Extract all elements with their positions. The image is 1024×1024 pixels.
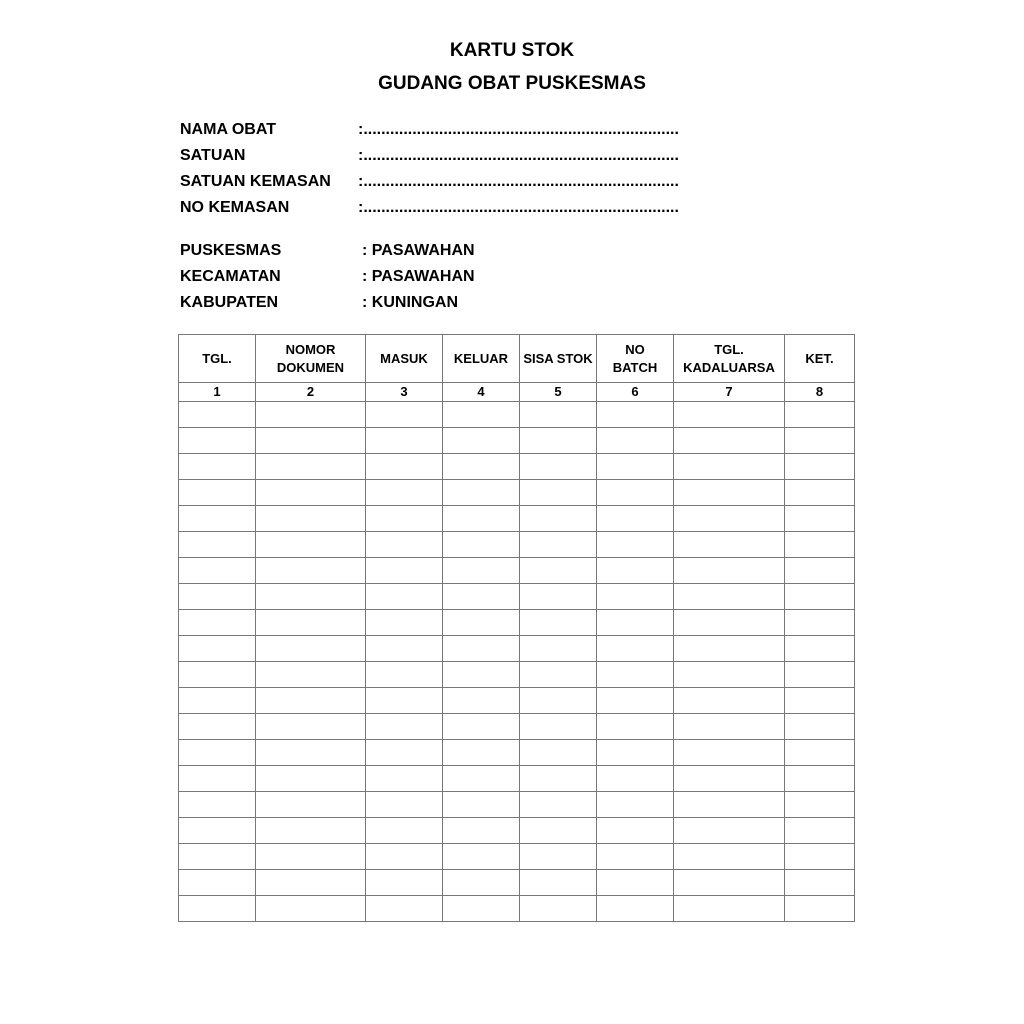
table-cell	[443, 402, 520, 428]
table-cell	[520, 480, 597, 506]
table-cell	[674, 688, 785, 714]
table-cell	[443, 896, 520, 922]
table-cell	[597, 402, 674, 428]
table-cell	[520, 688, 597, 714]
table-cell	[443, 662, 520, 688]
table-cell	[597, 662, 674, 688]
table-cell	[597, 636, 674, 662]
table-cell	[674, 610, 785, 636]
table-cell	[785, 480, 855, 506]
table-cell	[366, 584, 443, 610]
table-cell	[256, 506, 366, 532]
info-field-label: SATUAN	[180, 147, 246, 164]
table-cell	[674, 506, 785, 532]
table-cell	[256, 636, 366, 662]
table-row	[179, 896, 855, 922]
column-number-row	[179, 383, 855, 402]
table-cell	[520, 428, 597, 454]
table-cell	[597, 792, 674, 818]
table-cell	[366, 506, 443, 532]
table-cell	[674, 818, 785, 844]
location-field-label: PUSKESMAS	[180, 242, 282, 259]
table-cell	[597, 818, 674, 844]
table-cell	[520, 714, 597, 740]
table-cell	[674, 454, 785, 480]
column-number: 4	[443, 383, 520, 402]
table-cell	[785, 506, 855, 532]
table-cell	[443, 870, 520, 896]
table-cell	[256, 896, 366, 922]
table-cell	[256, 662, 366, 688]
table-cell	[256, 480, 366, 506]
table-row	[179, 792, 855, 818]
table-cell	[785, 584, 855, 610]
table-cell	[520, 402, 597, 428]
table-cell	[366, 688, 443, 714]
table-cell	[597, 766, 674, 792]
table-cell	[674, 584, 785, 610]
table-cell	[597, 896, 674, 922]
location-field-value: : PASAWAHAN	[362, 242, 475, 259]
location-field-value: : KUNINGAN	[362, 294, 458, 311]
table-cell	[366, 636, 443, 662]
table-cell	[520, 454, 597, 480]
table-cell	[179, 558, 256, 584]
table-cell	[443, 428, 520, 454]
table-cell	[179, 428, 256, 454]
table-cell	[785, 896, 855, 922]
table-cell	[520, 506, 597, 532]
table-cell	[597, 454, 674, 480]
table-cell	[785, 870, 855, 896]
table-cell	[597, 844, 674, 870]
table-cell	[674, 792, 785, 818]
table-row	[179, 506, 855, 532]
table-cell	[443, 558, 520, 584]
table-cell	[256, 818, 366, 844]
table-cell	[366, 402, 443, 428]
column-header: TGL. KADALUARSA	[674, 335, 785, 383]
table-header-row	[179, 335, 855, 383]
location-field-label: KECAMATAN	[180, 268, 281, 285]
table-row	[179, 558, 855, 584]
table-cell	[179, 688, 256, 714]
table-cell	[366, 766, 443, 792]
info-field-label: NAMA OBAT	[180, 121, 276, 138]
table-cell	[597, 558, 674, 584]
table-cell	[443, 636, 520, 662]
table-cell	[366, 454, 443, 480]
table-cell	[443, 688, 520, 714]
table-cell	[785, 610, 855, 636]
table-cell	[366, 662, 443, 688]
table-cell	[366, 480, 443, 506]
table-cell	[674, 428, 785, 454]
table-cell	[179, 584, 256, 610]
table-cell	[179, 844, 256, 870]
table-cell	[443, 454, 520, 480]
table-cell	[256, 766, 366, 792]
info-field-label: SATUAN KEMASAN	[180, 173, 331, 190]
table-row	[179, 870, 855, 896]
table-cell	[785, 662, 855, 688]
table-cell	[597, 740, 674, 766]
table-cell	[597, 584, 674, 610]
table-cell	[674, 766, 785, 792]
column-header: SISA STOK	[520, 335, 597, 383]
table-cell	[785, 688, 855, 714]
table-cell	[785, 714, 855, 740]
table-cell	[520, 740, 597, 766]
table-cell	[366, 558, 443, 584]
column-number: 5	[520, 383, 597, 402]
column-number: 2	[256, 383, 366, 402]
table-cell	[674, 480, 785, 506]
table-cell	[443, 532, 520, 558]
column-header: KELUAR	[443, 335, 520, 383]
table-cell	[785, 818, 855, 844]
table-cell	[179, 792, 256, 818]
table-row	[179, 584, 855, 610]
table-cell	[256, 402, 366, 428]
table-cell	[179, 662, 256, 688]
table-cell	[597, 532, 674, 558]
table-cell	[597, 610, 674, 636]
table-cell	[785, 792, 855, 818]
table-row	[179, 532, 855, 558]
table-cell	[366, 532, 443, 558]
location-field-value: : PASAWAHAN	[362, 268, 475, 285]
table-row	[179, 688, 855, 714]
info-field-value: :.......................................................................	[358, 173, 679, 190]
table-cell	[366, 844, 443, 870]
table-row	[179, 662, 855, 688]
table-row	[179, 402, 855, 428]
table-cell	[785, 636, 855, 662]
table-cell	[597, 870, 674, 896]
table-row	[179, 454, 855, 480]
table-cell	[785, 740, 855, 766]
table-cell	[443, 714, 520, 740]
table-cell	[256, 792, 366, 818]
table-cell	[366, 740, 443, 766]
table-cell	[520, 844, 597, 870]
location-field-label: KABUPATEN	[180, 294, 279, 311]
table-cell	[256, 610, 366, 636]
table-row	[179, 818, 855, 844]
table-cell	[179, 818, 256, 844]
table-cell	[179, 480, 256, 506]
table-row	[179, 610, 855, 636]
table-row	[179, 844, 855, 870]
table-cell	[256, 870, 366, 896]
table-cell	[179, 454, 256, 480]
table-cell	[520, 818, 597, 844]
table-cell	[256, 584, 366, 610]
table-cell	[256, 714, 366, 740]
table-cell	[256, 558, 366, 584]
table-cell	[179, 766, 256, 792]
table-cell	[443, 610, 520, 636]
table-cell	[785, 428, 855, 454]
table-cell	[179, 402, 256, 428]
info-field-value: :.......................................................................	[358, 121, 679, 138]
table-cell	[256, 428, 366, 454]
table-cell	[443, 766, 520, 792]
table-cell	[674, 714, 785, 740]
table-cell	[674, 740, 785, 766]
table-cell	[674, 870, 785, 896]
table-cell	[520, 870, 597, 896]
table-cell	[179, 714, 256, 740]
table-cell	[366, 870, 443, 896]
table-cell	[785, 558, 855, 584]
table-cell	[366, 714, 443, 740]
table-cell	[674, 844, 785, 870]
table-cell	[179, 740, 256, 766]
table-cell	[366, 896, 443, 922]
column-number: 1	[179, 383, 256, 402]
info-field-value: :.......................................................................	[358, 147, 679, 164]
table-row	[179, 740, 855, 766]
table-cell	[179, 506, 256, 532]
table-cell	[597, 506, 674, 532]
table-cell	[520, 558, 597, 584]
table-cell	[520, 532, 597, 558]
info-field-value: :.......................................................................	[358, 199, 679, 216]
table-cell	[674, 532, 785, 558]
table-cell	[179, 870, 256, 896]
table-row	[179, 480, 855, 506]
table-cell	[597, 428, 674, 454]
table-cell	[443, 818, 520, 844]
table-cell	[520, 610, 597, 636]
table-cell	[520, 662, 597, 688]
table-cell	[256, 532, 366, 558]
table-cell	[256, 454, 366, 480]
table-cell	[366, 610, 443, 636]
table-cell	[674, 558, 785, 584]
table-cell	[785, 532, 855, 558]
page-title: KARTU STOK	[449, 40, 575, 61]
column-number: 3	[366, 383, 443, 402]
table-cell	[179, 636, 256, 662]
table-row	[179, 428, 855, 454]
table-cell	[366, 428, 443, 454]
table-row	[179, 714, 855, 740]
table-cell	[520, 792, 597, 818]
column-header: TGL.	[179, 335, 256, 383]
table-cell	[674, 662, 785, 688]
column-header: NOMOR DOKUMEN	[256, 335, 366, 383]
table-cell	[674, 896, 785, 922]
column-number: 6	[597, 383, 674, 402]
table-cell	[443, 584, 520, 610]
table-cell	[597, 480, 674, 506]
table-cell	[443, 792, 520, 818]
table-cell	[785, 454, 855, 480]
stock-card-table	[178, 334, 855, 922]
table-cell	[785, 844, 855, 870]
column-header: MASUK	[366, 335, 443, 383]
table-cell	[520, 896, 597, 922]
column-header: NO BATCH	[597, 335, 674, 383]
table-cell	[520, 584, 597, 610]
info-field-label: NO KEMASAN	[180, 199, 290, 216]
table-cell	[256, 688, 366, 714]
table-row	[179, 766, 855, 792]
table-cell	[674, 402, 785, 428]
table-cell	[785, 402, 855, 428]
page-subtitle: GUDANG OBAT PUSKESMAS	[378, 73, 646, 94]
column-number: 8	[785, 383, 855, 402]
table-cell	[443, 844, 520, 870]
column-number: 7	[674, 383, 785, 402]
table-cell	[256, 844, 366, 870]
table-cell	[597, 688, 674, 714]
table-cell	[597, 714, 674, 740]
table-cell	[674, 636, 785, 662]
table-cell	[443, 480, 520, 506]
table-cell	[785, 766, 855, 792]
table-row	[179, 636, 855, 662]
table-cell	[520, 636, 597, 662]
table-cell	[366, 792, 443, 818]
table-cell	[256, 740, 366, 766]
table-cell	[179, 532, 256, 558]
column-header: KET.	[785, 335, 855, 383]
table-cell	[179, 610, 256, 636]
table-cell	[520, 766, 597, 792]
table-cell	[366, 818, 443, 844]
table-cell	[443, 506, 520, 532]
table-cell	[179, 896, 256, 922]
table-cell	[443, 740, 520, 766]
